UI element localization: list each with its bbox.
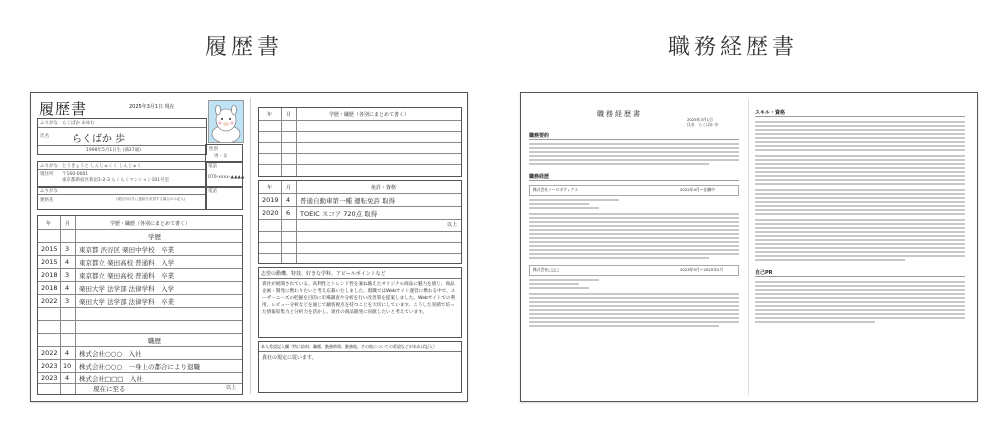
license-header-title: 免許・資格: [371, 185, 397, 191]
shokumu-date: 2025年3月1日: [687, 117, 713, 122]
request-text: 貴社の規定に従います。: [262, 355, 317, 361]
history-table: [37, 215, 243, 395]
license-header-month: 月: [286, 185, 292, 191]
shokumu-heading: 職務経歴書: [668, 35, 799, 60]
rirekisho-right-page: [258, 98, 461, 394]
shokumu-document: [520, 92, 978, 402]
phone-box: [205, 161, 243, 188]
gender-box: 性別 男・女: [205, 144, 243, 163]
edu-text: 楽田大学 法学部 法律学科 入学: [79, 285, 175, 293]
shokumu-left-page: [527, 99, 745, 395]
company1-bar: [529, 185, 739, 196]
history-header-year: 年: [46, 221, 52, 227]
edu-month: 4: [65, 258, 70, 266]
cont-header-title: 学歴・職歴（各別にまとめて書く）: [329, 112, 410, 118]
pr-heading: 自己PR: [755, 270, 773, 276]
contact-furigana-label: ふりがな: [40, 189, 58, 194]
gender-value: 男・女: [214, 154, 228, 159]
license-month: 6: [286, 209, 291, 217]
edu-year: 2018: [41, 271, 58, 279]
edu-month: 3: [65, 297, 70, 305]
edu-year: 2018: [41, 284, 58, 292]
birth-date: 1998年5月1日生 (満27歳): [86, 148, 141, 153]
doc-title: 履歴書: [39, 100, 88, 118]
edu-month: 3: [65, 245, 70, 253]
name-box: [37, 118, 207, 155]
contact-note: (現住所以外に連絡を希望する場合のみ記入): [116, 197, 186, 201]
work-year: 2023: [41, 374, 58, 382]
license-year: 2020: [262, 209, 279, 217]
company2-name: 株式会社□□□: [533, 267, 559, 272]
summary-heading: 職務要約: [529, 133, 550, 139]
addr-furigana: とうきょうと しんじゅくく しんじゅく: [62, 164, 142, 169]
work-month: 10: [63, 362, 72, 370]
request-label: 本人希望記入欄（特に給料、職種、勤務時間、勤務地、その他についての希望などがあれば記入）: [261, 344, 437, 349]
furigana-label: ふりがな: [40, 121, 58, 126]
address-value: 東京都新宿区新宿1-2-3 らくらくマンション101号室: [62, 178, 170, 183]
edu-year: 2022: [41, 297, 58, 305]
skills-heading: スキル・資格: [755, 110, 785, 116]
shokumu-name: 氏名 らくばか 歩: [687, 122, 719, 127]
edu-month: 3: [65, 271, 70, 279]
career-heading: 職務経歴: [529, 174, 550, 180]
edu-text: 東京都立 楽田高校 普通科 入学: [79, 259, 175, 267]
edu-month: 4: [65, 284, 70, 292]
name-label: 氏名: [40, 134, 49, 139]
name-value: らくばか 歩: [72, 134, 126, 145]
license-year: 2019: [262, 196, 279, 204]
edu-text: 東京都 渋谷区 楽田中学校 卒業: [79, 246, 175, 254]
cont-header-month: 月: [286, 112, 292, 118]
edu-text: 東京都立 楽田高校 普通科 卒業: [79, 272, 175, 280]
edu-year: 2015: [41, 245, 58, 253]
rirekisho-left-page: [37, 98, 243, 394]
license-text: 普通自動車第一種 運転免許 取得: [300, 197, 396, 205]
edu-heading: 学歴: [148, 233, 161, 241]
license-end: 以上: [447, 222, 458, 228]
license-table: [258, 180, 462, 264]
work-end: 以上: [226, 385, 237, 391]
postal-code: 〒160-0001: [62, 172, 89, 177]
work-text: 株式会社○○○ 一身上の都合により退職: [79, 363, 201, 371]
company2-period: 2023年5月～2025年2月: [680, 267, 724, 272]
edu-year: 2015: [41, 258, 58, 266]
work-month: 4: [65, 374, 70, 382]
phone-label: 電話: [208, 164, 217, 169]
work-text: 株式会社□□□ 入社: [79, 375, 143, 383]
edu-text: 楽田大学 法学部 法律学科 卒業: [79, 298, 175, 306]
company1-name: 株式会社ノーロボティクス: [533, 187, 579, 192]
history-header-month: 月: [65, 221, 71, 227]
motive-box: [258, 267, 462, 338]
company1-period: 2022年4月～在職中: [680, 187, 715, 192]
addr-label: 現住所: [40, 172, 54, 177]
work-text: 株式会社○○○ 入社: [79, 350, 142, 358]
phone2-box: [205, 186, 243, 210]
cont-header-year: 年: [267, 112, 273, 118]
rirekisho-document: [30, 92, 468, 402]
motive-text: 貴社が展開されている、高利性とトレンド性を兼ね備えたオリジナル商品に魅力を感じ、商品企画・開発に携わりたいと考え応募いたしました。現職ではWebサイト運営に携わる中で、ユーザーニーズの把握を目的に市場調査や分析を行い改善策を提案しました。Webサイトでの利用、レビュー分析などを通じて顧客視点を持つことを大切にしています。こうした実績で培った情報収集力と分析力を活かし、貴社の商品開発に貢献したいと考えています。: [262, 282, 456, 315]
phone2-label: 電話: [208, 189, 217, 194]
shokumu-right-page: [753, 99, 971, 395]
shokumu-title: 職務経歴書: [597, 110, 642, 118]
furigana-value: らくばか あゆむ: [62, 121, 95, 126]
phone-value: 070-xxxx-▲▲▲▲: [208, 175, 245, 180]
work-month: 4: [65, 349, 70, 357]
work-year: 2023: [41, 362, 58, 370]
request-box: [258, 341, 462, 393]
alpaca-photo-icon: [208, 100, 244, 143]
license-text: TOEIC スコア 720点 取得: [300, 210, 378, 218]
address-box: [37, 161, 207, 188]
rirekisho-heading: 履歴書: [205, 35, 284, 60]
contact-label: 連絡先: [40, 198, 54, 203]
addr-furigana-label: ふりがな: [40, 164, 58, 169]
contact-box: [37, 186, 207, 210]
work-text: 現在に至る: [93, 385, 126, 393]
history-header-title: 学歴・職歴（各別にまとめて書く）: [110, 221, 191, 227]
history-continued-table: [258, 107, 462, 177]
work-year: 2022: [41, 349, 58, 357]
motive-label: 志望の動機、特技、好きな学科、アピールポイントなど: [261, 271, 386, 277]
license-month: 4: [286, 196, 291, 204]
company2-bar: [529, 265, 739, 276]
work-heading: 職歴: [148, 337, 161, 345]
license-header-year: 年: [267, 185, 273, 191]
doc-date: 2025年3月1日 現在: [129, 104, 175, 110]
